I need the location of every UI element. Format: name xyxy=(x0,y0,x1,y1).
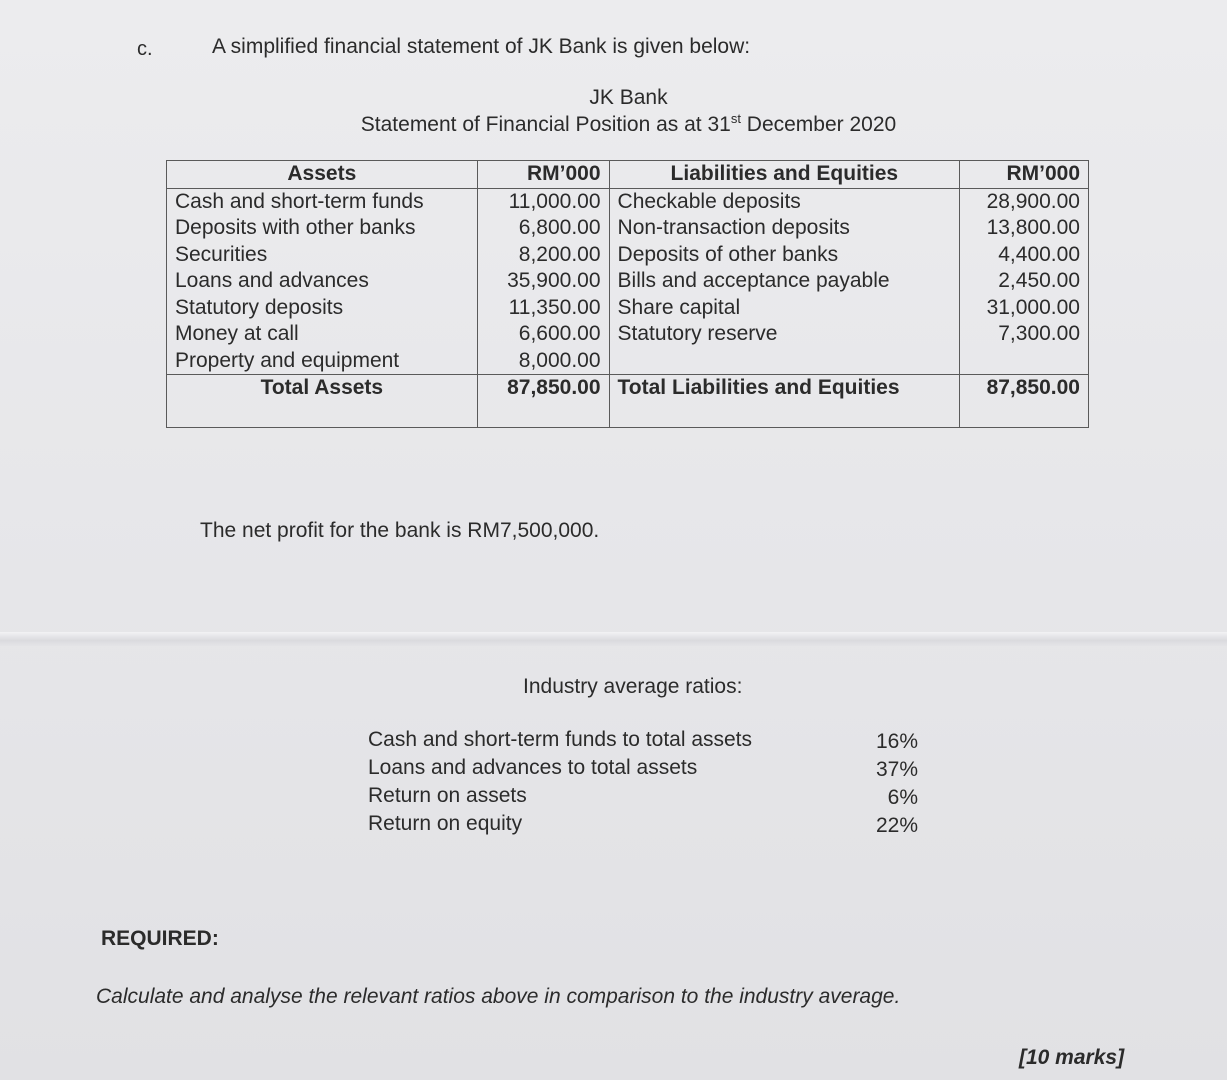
asset-name: Securities xyxy=(175,242,268,266)
page-fold-divider xyxy=(0,632,1227,646)
asset-value: 11,000.00 xyxy=(508,189,601,213)
question-label: c. xyxy=(137,38,153,60)
liabilities-unit-header: RM’000 xyxy=(960,161,1089,189)
net-profit-text: The net profit for the bank is RM7,500,000. xyxy=(200,519,600,542)
table-header-row xyxy=(167,161,1089,189)
ratio-name: Loans and advances to total assets xyxy=(368,756,698,779)
asset-value: 11,350.00 xyxy=(508,295,601,319)
liability-name: Bills and acceptance payable xyxy=(617,269,890,292)
statement-title xyxy=(0,111,1227,137)
statement-title-prefix: Statement of Financial Position as at 31 xyxy=(360,113,731,136)
liability-names-cell xyxy=(609,188,960,375)
total-assets-label: Total Assets xyxy=(167,375,478,428)
asset-name: Property and equipment xyxy=(175,348,400,372)
marks-label: [10 marks] xyxy=(1019,1046,1125,1069)
liability-values-cell xyxy=(960,188,1089,375)
ratio-value: 6% xyxy=(887,786,918,809)
ratio-value: 16% xyxy=(875,730,918,753)
statement-title-suffix: December 2020 xyxy=(740,113,897,136)
asset-name: Cash and short-term funds xyxy=(175,189,424,213)
liability-name: Share capital xyxy=(617,295,741,319)
table-body-row xyxy=(167,188,1089,375)
liability-value: 31,000.00 xyxy=(986,295,1080,319)
asset-name: Money at call xyxy=(175,322,299,345)
statement-title-sup: st xyxy=(730,111,741,126)
required-instruction: Calculate and analyse the relevant ratios above in comparison to the industry average. xyxy=(96,985,901,1008)
asset-value: 8,000.00 xyxy=(518,348,601,372)
total-liabilities-label: Total Liabilities and Equities xyxy=(609,375,960,428)
totals-row xyxy=(167,375,1089,428)
question-intro: A simplified financial statement of JK Bank is given below: xyxy=(212,35,751,58)
liability-name: Non-transaction deposits xyxy=(617,216,850,239)
liability-value: 7,300.00 xyxy=(998,322,1080,345)
assets-header: Assets xyxy=(167,161,478,189)
ratio-value: 37% xyxy=(875,758,918,781)
industry-ratios-title: Industry average ratios: xyxy=(523,675,743,698)
ratio-name: Return on assets xyxy=(368,784,527,807)
asset-names-cell xyxy=(167,188,478,375)
total-liabilities-value: 87,850.00 xyxy=(960,375,1089,428)
liabilities-header: Liabilities and Equities xyxy=(609,161,960,189)
asset-name: Statutory deposits xyxy=(175,295,344,319)
liability-name: Checkable deposits xyxy=(617,189,801,213)
asset-values-cell xyxy=(477,188,609,375)
asset-name: Deposits with other banks xyxy=(175,216,416,239)
asset-value: 6,600.00 xyxy=(518,322,601,345)
liability-value: 28,900.00 xyxy=(986,189,1080,213)
ratio-name: Return on equity xyxy=(368,812,523,835)
asset-name: Loans and advances xyxy=(175,269,369,292)
liability-name: Deposits of other banks xyxy=(617,242,839,266)
liability-value: 4,400.00 xyxy=(998,242,1080,266)
total-assets-value: 87,850.00 xyxy=(477,375,609,428)
bank-name: JK Bank xyxy=(589,86,668,109)
required-label: REQUIRED: xyxy=(101,927,219,950)
financial-position-table xyxy=(166,160,1089,428)
assets-unit-header: RM’000 xyxy=(477,161,609,189)
ratio-name: Cash and short-term funds to total assets xyxy=(368,728,753,751)
ratio-value: 22% xyxy=(875,814,918,837)
asset-value: 6,800.00 xyxy=(518,216,601,239)
liability-value: 2,450.00 xyxy=(998,269,1080,292)
liability-value: 13,800.00 xyxy=(986,216,1080,239)
asset-value: 8,200.00 xyxy=(518,242,601,266)
asset-value: 35,900.00 xyxy=(507,269,601,292)
liability-name: Statutory reserve xyxy=(617,322,778,345)
